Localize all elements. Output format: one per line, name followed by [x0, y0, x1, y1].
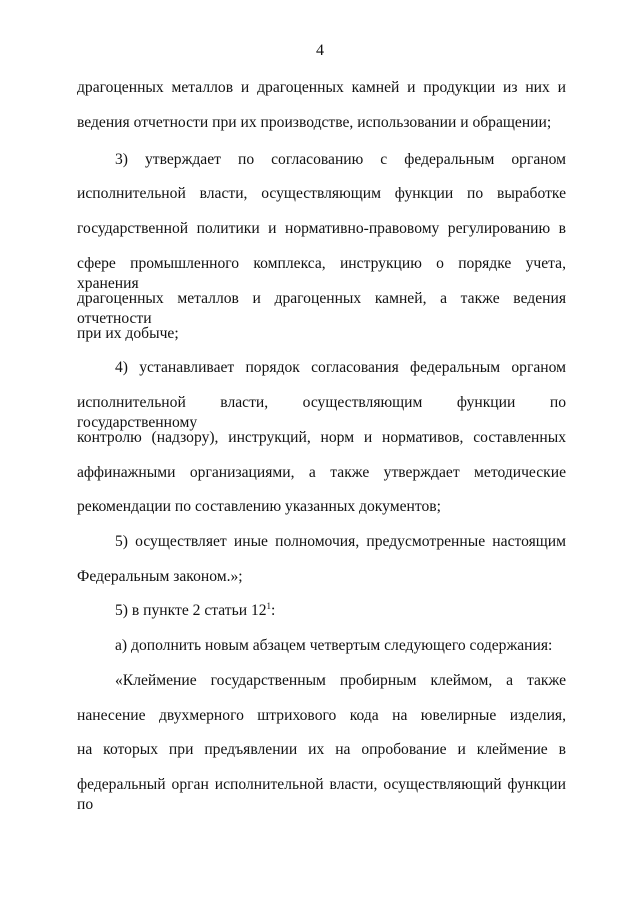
text-line: исполнительной власти, осуществляющим функции по государственному	[77, 394, 566, 431]
text-line: федеральный орган исполнительной власти, осуществляющий функции по	[77, 776, 566, 813]
text-segment: :	[271, 602, 276, 619]
text-line: на которых при предъявлении их на опробование и клеймение в	[77, 741, 566, 758]
text-line: нанесение двухмерного штрихового кода на ювелирные изделия,	[77, 707, 566, 724]
text-line: аффинажными организациями, а также утверждает методические	[77, 464, 566, 481]
text-line: контролю (надзору), инструкций, норм и нормативов, составленных	[77, 429, 566, 446]
text-line: сфере промышленного комплекса, инструкцию о порядке учета, хранения	[77, 255, 566, 292]
text-line	[115, 601, 566, 621]
text-line: рекомендации по составлению указанных документов;	[77, 498, 441, 515]
text-segment: 5) в пункте 2 статьи 12	[115, 602, 267, 619]
text-line: ведения отчетности при их производстве, использовании и обращении;	[77, 114, 552, 131]
text-line: при их добыче;	[77, 325, 179, 342]
text-line: драгоценных металлов и драгоценных камней и продукции из них и	[77, 79, 566, 96]
text-line: государственной политики и нормативно-правовому регулированию в	[77, 220, 566, 237]
text-line: 3) утверждает по согласованию с федеральным органом	[115, 151, 566, 168]
text-line: драгоценных металлов и драгоценных камней, а также ведения отчетности	[77, 290, 566, 327]
text-line: исполнительной власти, осуществляющим функции по выработке	[77, 185, 566, 202]
text-line: 4) устанавливает порядок согласования федеральным органом	[115, 359, 566, 376]
text-line: а) дополнить новым абзацем четвертым следующего содержания:	[115, 637, 553, 654]
page-number: 4	[316, 42, 324, 59]
text-line: «Клеймение государственным пробирным клеймом, а также	[115, 672, 566, 689]
text-line: Федеральным законом.»;	[77, 568, 243, 585]
superscript: 1	[266, 600, 272, 611]
text-line: 5) осуществляет иные полномочия, предусмотренные настоящим	[115, 533, 566, 550]
